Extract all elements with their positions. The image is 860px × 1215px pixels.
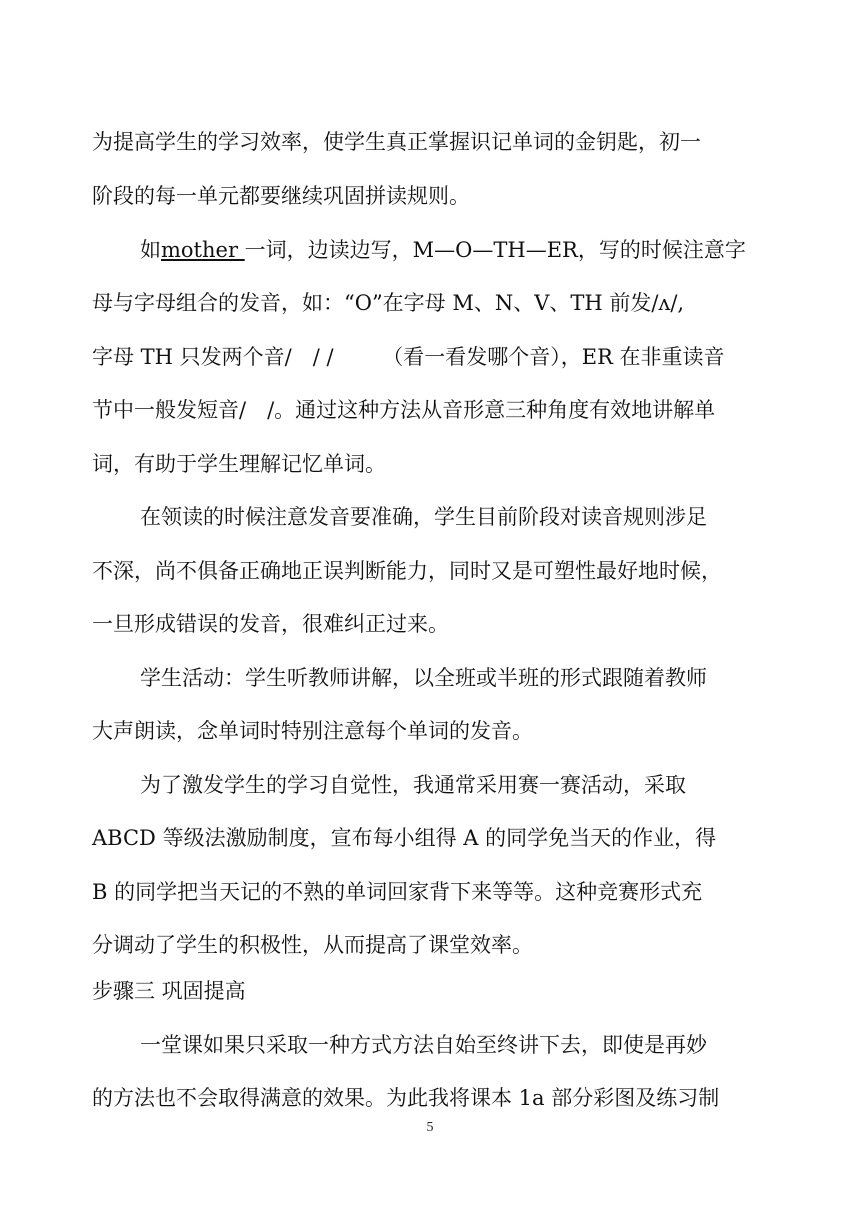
text-line-3 [140,235,860,265]
text-line-9: 不深，尚不俱备正确地正误判断能力，同时又是可塑性最好地时候， [92,559,722,583]
text-line-16: 分调动了学生的积极性，从而提高了课堂效率。 [92,933,533,957]
text-line-1: 为提高学生的学习效率，使学生真正掌握识记单词的金钥匙，初一 [92,130,701,154]
text-line-14: ABCD 等级法激励制度，宣布每小组得 A 的同学免当天的作业，得 [92,826,717,850]
text-line-4: 母与字母组合的发音，如：“O”在字母 M、N、V、TH 前发/ʌ/, [92,291,685,315]
page-number: 5 [426,1120,434,1135]
section-heading: 步骤三 巩固提高 [92,979,246,1003]
text-line-8: 在领读的时候注意发音要准确，学生目前阶段对读音规则涉足 [140,505,707,529]
text-line-2: 阶段的每一单元都要继续巩固拼读规则。 [92,184,470,208]
text-line-12: 大声朗读，念单词时特别注意每个单词的发音。 [92,719,533,743]
text-line-18: 的方法也不会取得满意的效果。为此我将课本 1a 部分彩图及练习制 [92,1086,720,1110]
text-line-3-start: 如 [140,238,161,262]
text-line-11: 学生活动：学生听教师讲解，以全班或半班的形式跟随着教师 [140,666,707,690]
text-line-10: 一旦形成错误的发音，很难纠正过来。 [92,612,449,636]
text-line-6: 节中一般发短音/ /。通过这种方法从音形意三种角度有效地讲解单 [92,398,716,422]
text-line-7: 词，有助于学生理解记忆单词。 [92,452,386,476]
text-line-5: 字母 TH 只发两个音/ / / （看一看发哪个音），ER 在非重读音 [92,345,725,369]
underlined-word-mother: mother [161,238,245,262]
text-line-13: 为了激发学生的学习自觉性，我通常采用赛一赛活动，采取 [140,773,686,797]
text-line-3-rest: 一词，边读边写，M—O—TH—ER，写的时候注意字 [244,238,746,262]
text-line-15: B 的同学把当天记的不熟的单词回家背下来等等。这种竞赛形式充 [92,880,703,904]
text-line-17: 一堂课如果只采取一种方式方法自始至终讲下去，即使是再妙 [140,1033,707,1057]
